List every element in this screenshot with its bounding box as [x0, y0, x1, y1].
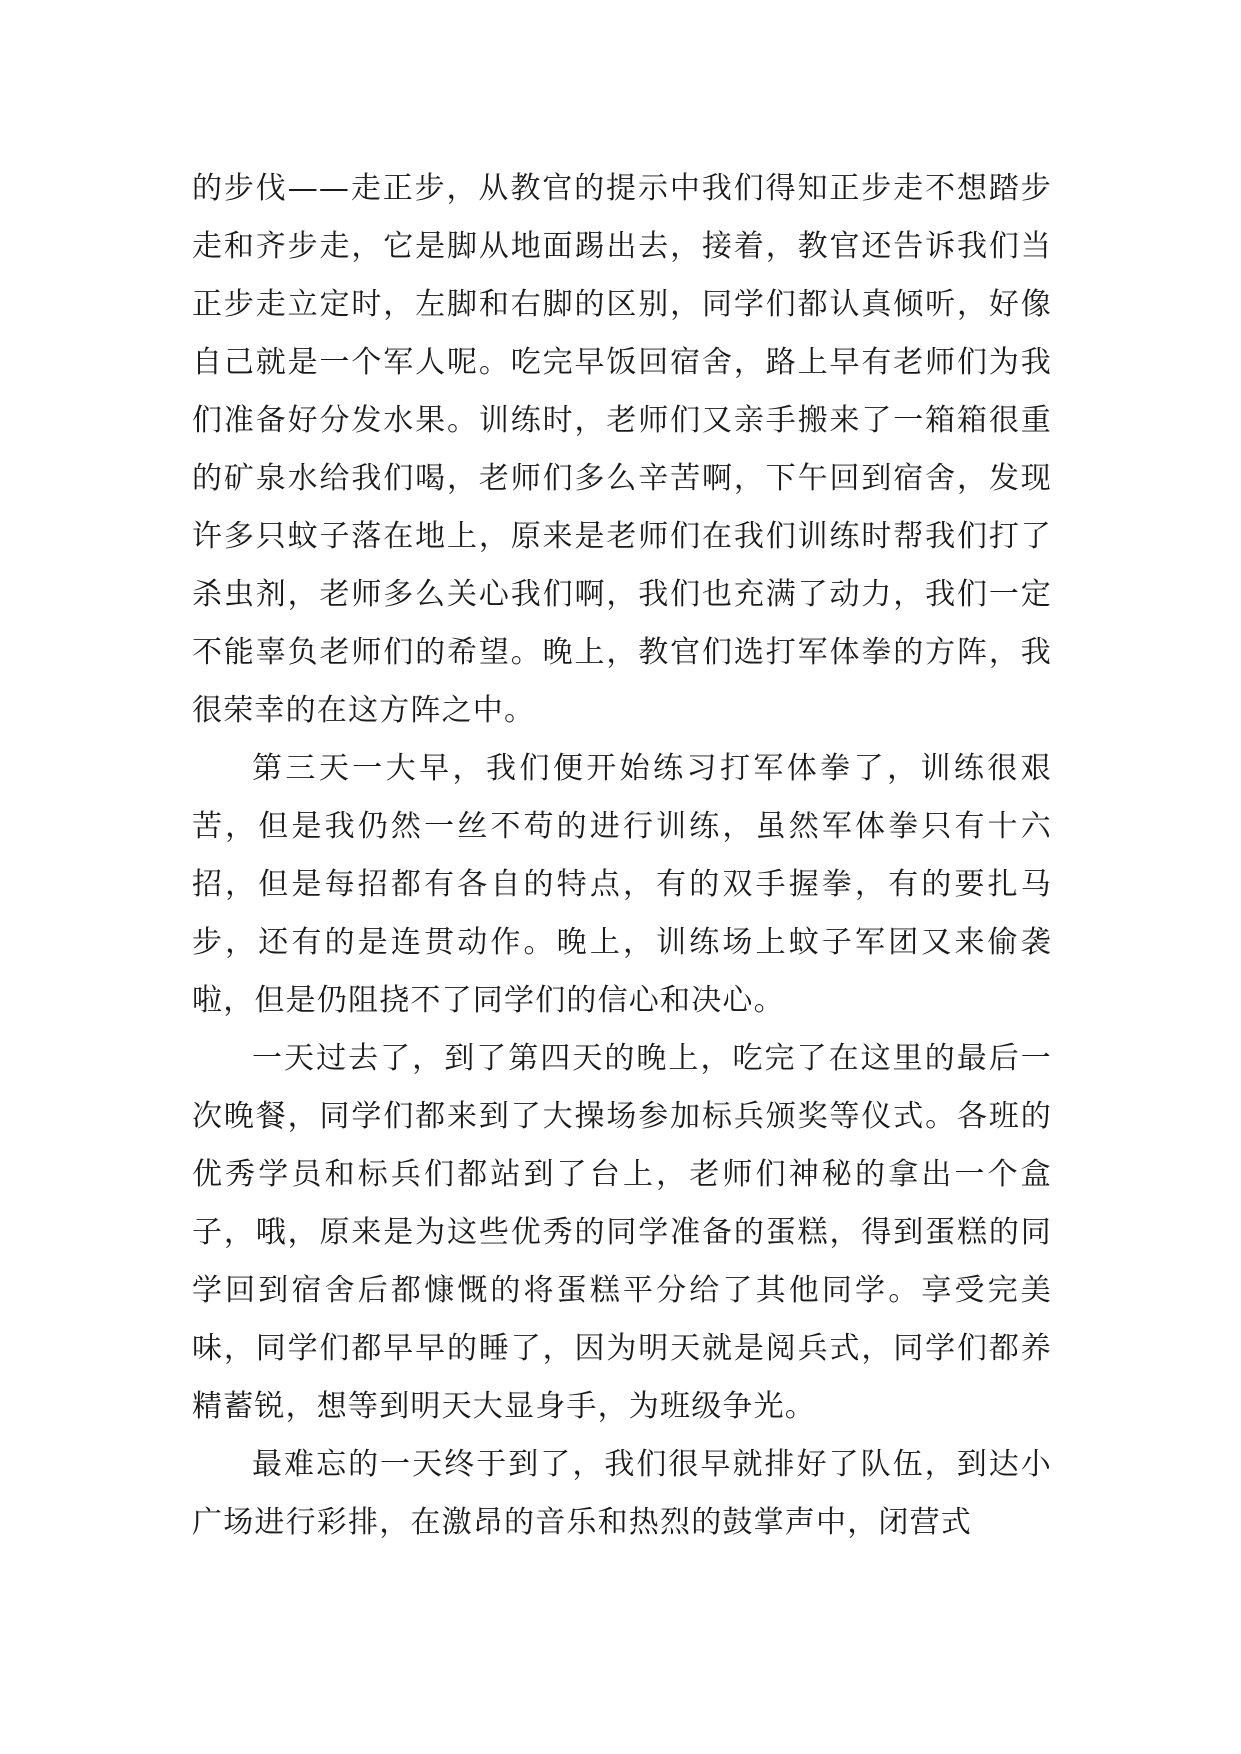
paragraph: 第三天一大早，我们便开始练习打军体拳了，训练很艰苦，但是我仍然一丝不苟的进行训练，虽然军体拳只有十六招，但是每招都有各自的特点，有的双手握拳，有的要扎马步，还有的是连贯动作。晚上，训练场上蚊子军团又来偷袭啦，但是仍阻挠不了同学们的信心和决心。 [192, 751, 1052, 1018]
paragraph: 一天过去了，到了第四天的晚上，吃完了在这里的最后一次晚餐，同学们都来到了大操场参加标兵颁奖等仪式。各班的优秀学员和标兵们都站到了台上，老师们神秘的拿出一个盒子，哦，原来是为这些优秀的同学准备的蛋糕，得到蛋糕的同学回到宿舍后都慷慨的将蛋糕平分给了其他同学。享受完美味，同学们都早早的睡了，因为明天就是阅兵式，同学们都养精蓄锐，想等到明天大显身手，为班级争光。 [192, 1041, 1052, 1424]
document-body [192, 160, 1052, 1552]
paragraph: 最难忘的一天终于到了，我们很早就排好了队伍，到达小广场进行彩排，在激昂的音乐和热烈的鼓掌声中，闭营式 [192, 1447, 1052, 1540]
paragraph: 的步伐——走正步，从教官的提示中我们得知正步走不想踏步走和齐步走，它是脚从地面踢出去，接着，教官还告诉我们当正步走立定时，左脚和右脚的区别，同学们都认真倾听，好像自己就是一个军人呢。吃完早饭回宿舍，路上早有老师们为我们准备好分发水果。训练时，老师们又亲手搬来了一箱箱很重的矿泉水给我们喝，老师们多么辛苦啊，下午回到宿舍，发现许多只蚊子落在地上，原来是老师们在我们训练时帮我们打了杀虫剂，老师多么关心我们啊，我们也充满了动力，我们一定不能辜负老师们的希望。晚上，教官们选打军体拳的方阵，我很荣幸的在这方阵之中。 [192, 171, 1052, 728]
